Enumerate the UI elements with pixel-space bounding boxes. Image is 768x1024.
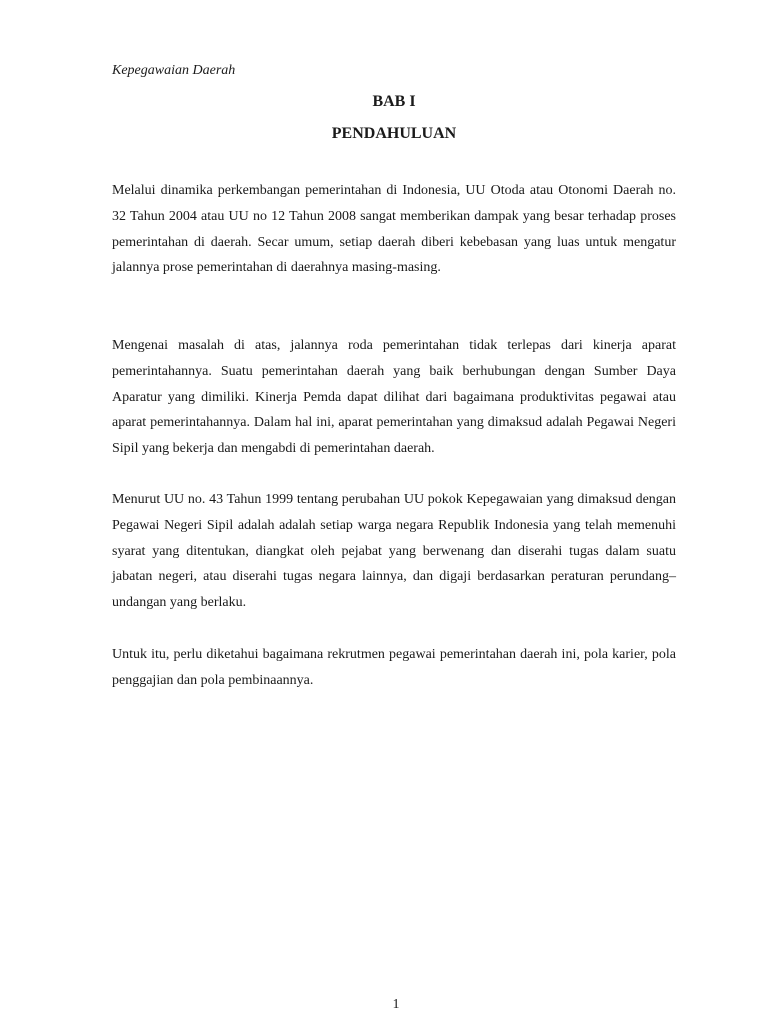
paragraph-1: Melalui dinamika perkembangan pemerintahan di Indonesia, UU Otoda atau Otonomi Daerah no. 32 Tahun 2004 atau UU no 12 Tahun 2008 sangat memberikan dampak yang besar terhadap proses pemerintahan di daerah. Secar umum, setiap daerah diberi kebebasan yang luas untuk mengatur jalannya prose pemerintahan di daerahnya masing-masing.: [112, 183, 676, 276]
chapter-number: BAB I: [372, 93, 416, 110]
paragraph-4: Untuk itu, perlu diketahui bagaimana rekrutmen pegawai pemerintahan daerah ini, pola karier, pola penggajian dan pola pembinaannya.: [112, 647, 676, 688]
page-number: 1: [392, 997, 400, 1012]
chapter-title: PENDAHULUAN: [331, 125, 457, 142]
paragraph-2: Mengenai masalah di atas, jalannya roda pemerintahan tidak terlepas dari kinerja aparat pemerintahannya. Suatu pemerintahan daerah yang baik berhubungan dengan Sumber Daya Aparatur yang dimiliki. Kinerja Pemda dapat dilihat dari bagaimana produktivitas pegawai atau aparat pemerintahannya. Dalam hal ini, aparat pemerintahan yang dimaksud adalah Pegawai Negeri Sipil yang bekerja dan mengabdi di pemerintahan daerah.: [112, 338, 676, 457]
paragraph-3: Menurut UU no. 43 Tahun 1999 tentang perubahan UU pokok Kepegawaian yang dimaksud dengan Pegawai Negeri Sipil adalah adalah setiap warga negara Republik Indonesia yang telah memenuhi syarat yang ditentukan, diangkat oleh pejabat yang berwenang dan diserahi tugas dalam suatu jabatan negeri, atau diserahi tugas negara lainnya, dan digaji berdasarkan peraturan perundang–undangan yang berlaku.: [112, 492, 676, 611]
running-header: Kepegawaian Daerah: [112, 63, 236, 78]
